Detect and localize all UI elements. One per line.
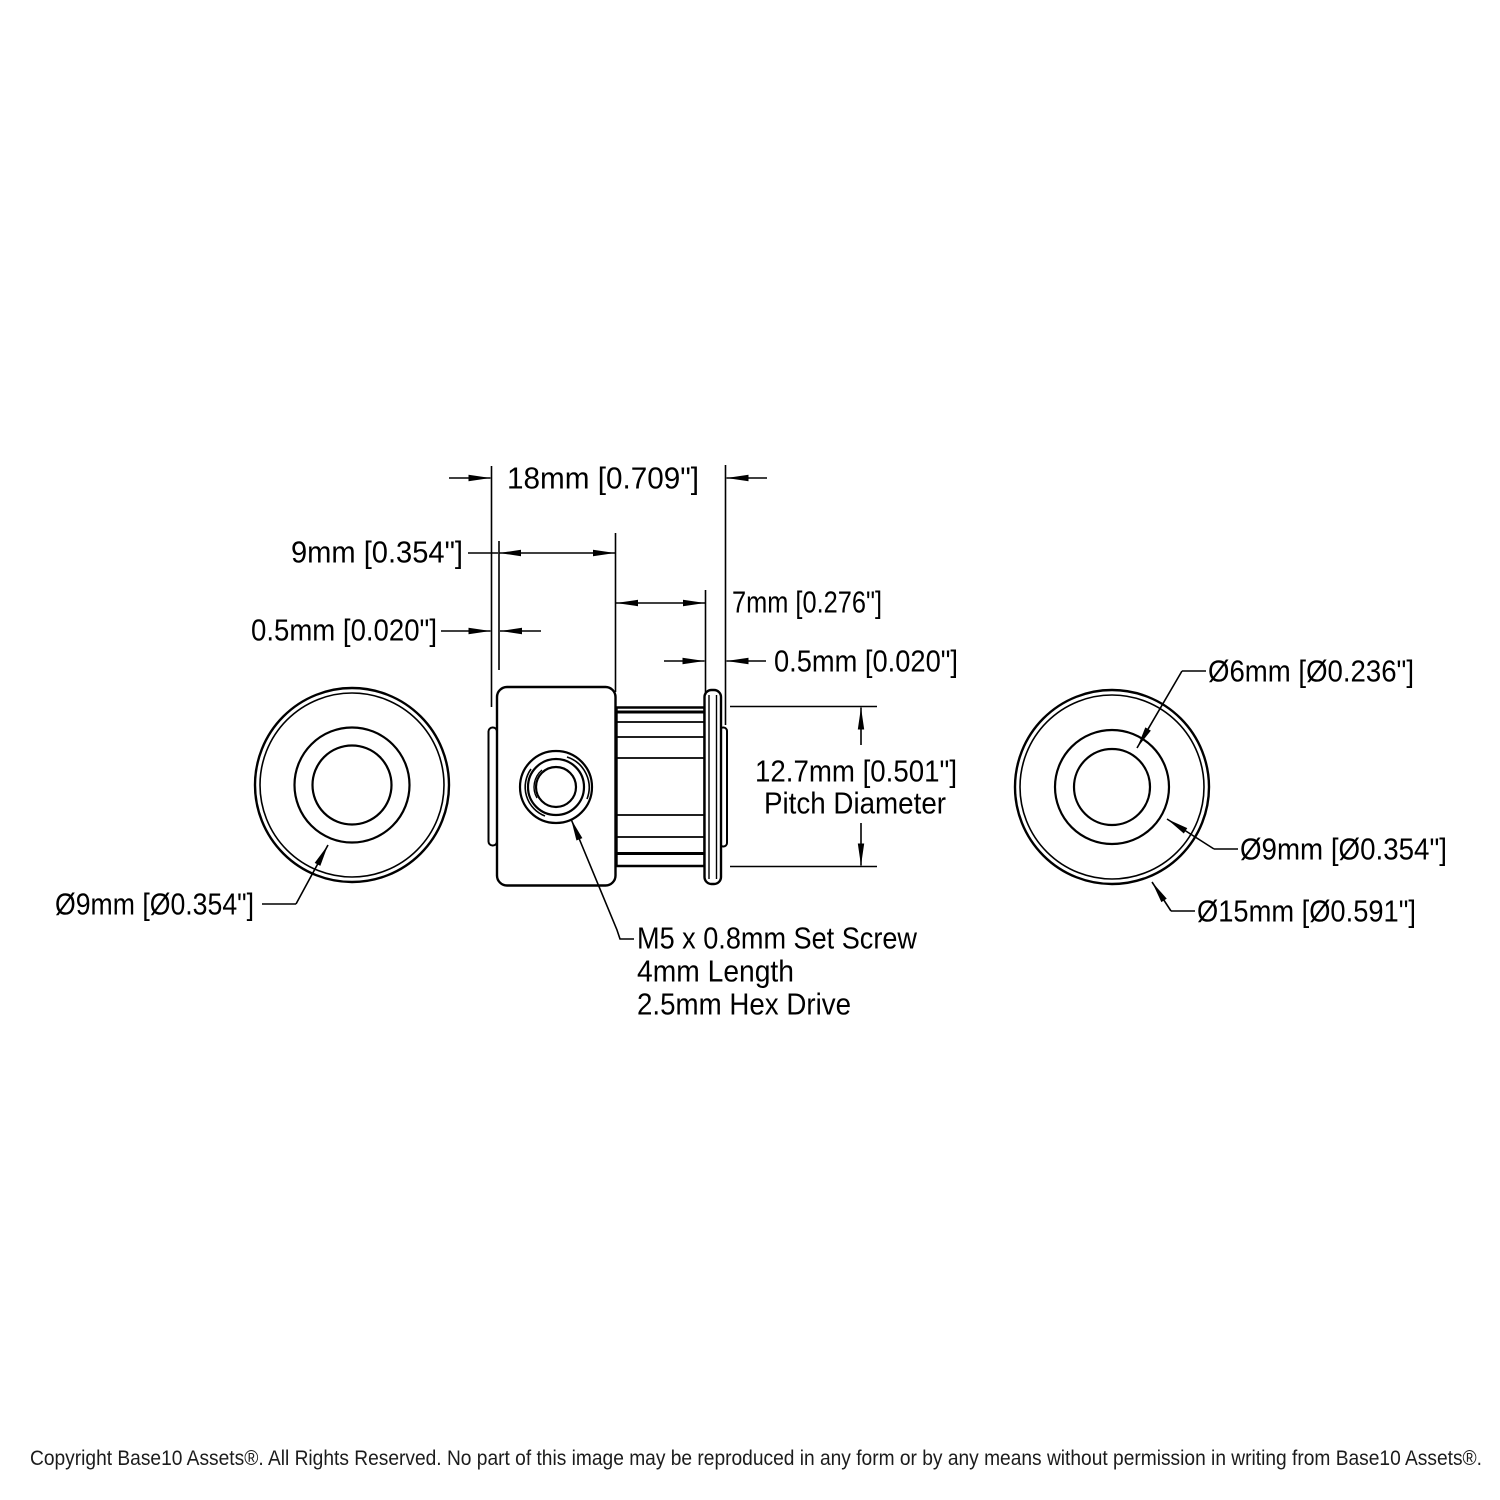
- teeth-section: [616, 707, 705, 866]
- right-view-flange-inner-circle: [1020, 695, 1204, 879]
- dim-pitch-diameter-value: 12.7mm [0.501"]: [755, 754, 957, 789]
- left-hub-label-leader: [296, 845, 328, 904]
- dim-left-step: [251, 614, 541, 648]
- dim-overall-width: [449, 462, 767, 496]
- right-view-flange-outer-circle: [1015, 690, 1209, 884]
- left-view-flange-outer-circle: [255, 688, 449, 882]
- hub-block: [497, 687, 616, 886]
- dim-belt-width: [616, 586, 882, 620]
- right-end-view: [1015, 655, 1447, 929]
- left-end-view: [55, 688, 449, 922]
- dim-pitch-diameter-caption: Pitch Diameter: [764, 786, 946, 821]
- copyright-notice: Copyright Base10 Assets®. All Rights Reserved. No part of this image may be reproduced in any form or by any means without permission in writing from Base10 Assets®.: [30, 1447, 1482, 1470]
- dim-left-step-label: 0.5mm [0.020"]: [251, 613, 437, 648]
- dim-pitch-diameter: [730, 707, 957, 867]
- dim-flange-step-label: 0.5mm [0.020"]: [774, 644, 958, 679]
- left-view-bore-circle: [313, 746, 392, 825]
- bore-diameter-label: Ø6mm [Ø0.236"]: [1208, 654, 1414, 689]
- set-screw-note-line1: M5 x 0.8mm Set Screw: [637, 921, 918, 956]
- flange-diameter-label: Ø15mm [Ø0.591"]: [1197, 894, 1416, 929]
- right-view-bore-circle: [1074, 749, 1150, 825]
- dim-hub-width: [291, 536, 615, 570]
- left-boss: [489, 728, 498, 846]
- bore-label-leader: [1137, 671, 1182, 748]
- dim-hub-width-label: 9mm [0.354"]: [291, 535, 463, 570]
- dim-belt-width-label: 7mm [0.276"]: [732, 585, 882, 620]
- left-hub-diameter-label: Ø9mm [Ø0.354"]: [55, 887, 254, 922]
- dim-flange-step: [664, 645, 958, 679]
- set-screw-callout: [571, 819, 918, 1022]
- left-view-flange-inner-circle: [260, 693, 444, 877]
- right-view-hub-circle: [1055, 730, 1169, 844]
- set-screw-note-line2: 4mm Length: [637, 954, 794, 989]
- set-screw-note-line3: 2.5mm Hex Drive: [637, 987, 851, 1022]
- dim-overall-width-label: 18mm [0.709"]: [507, 461, 699, 496]
- flange-label-leader: [1152, 882, 1171, 911]
- side-view: [489, 687, 728, 886]
- right-hub-diameter-label: Ø9mm [Ø0.354"]: [1240, 832, 1447, 867]
- right-flange: [705, 690, 722, 884]
